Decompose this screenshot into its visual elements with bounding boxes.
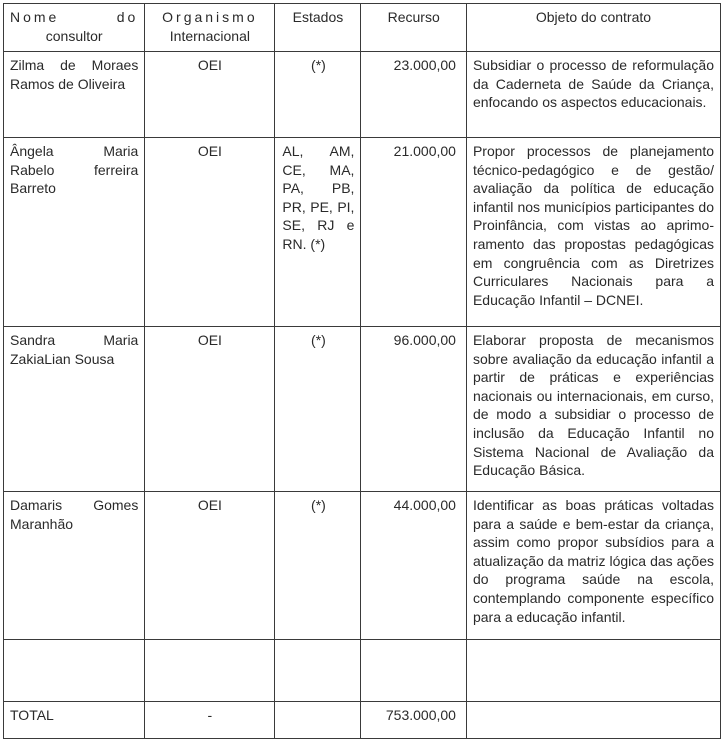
cell-organismo	[145, 640, 275, 702]
table-row	[4, 492, 721, 640]
contracts-table	[3, 3, 721, 739]
total-organismo: -	[145, 702, 275, 739]
cell-recurso: 44.000,00	[361, 492, 467, 640]
cell-organismo: OEI	[145, 327, 275, 492]
cell-objeto: Subsidiar o processo de reformulação da Caderneta de Saúde da Criança, enfocando os aspectos educacionais.	[466, 52, 720, 138]
cell-objeto: Elaborar proposta de mecanismos sobre avaliação da educação infantil a partir de práticas e experiências nacionais ou internacionais, em curso, de modo a subsidiar o processo de inclusão da Educação Infantil no Sistema Nacional de Avaliação da Educação Básica.	[466, 327, 720, 492]
table-row	[4, 52, 721, 138]
cell-objeto: Propor processos de planejamento técnico-pedagógico e de gestão/ avaliação da política de educação infantil nos municípios participantes do Proinfância, com vistas ao aprimoramento das propostas pedagógicas em congruência com as Diretrizes Curriculares Nacionais para a Educação Infantil – DCNEI.	[466, 138, 720, 327]
total-row	[4, 702, 721, 739]
header-organismo-line2: Internacional	[169, 27, 250, 44]
header-consultor	[4, 4, 145, 52]
cell-nome: Damaris Gomes Maranhão	[4, 492, 145, 640]
header-consultor-line2: consultor	[45, 27, 103, 44]
header-recurso: Recurso	[361, 4, 467, 52]
cell-nome: Sandra Maria ZakiaLian Sousa	[4, 327, 145, 492]
cell-estados	[275, 640, 361, 702]
cell-organismo: OEI	[145, 52, 275, 138]
total-estados	[275, 702, 361, 739]
cell-objeto	[466, 640, 720, 702]
total-recurso: 753.000,00	[361, 702, 467, 739]
cell-organismo: OEI	[145, 138, 275, 327]
total-label: TOTAL	[4, 702, 145, 739]
cell-estados: (*)	[275, 52, 361, 138]
header-consultor-line1: Nome do	[10, 9, 139, 25]
cell-recurso: 21.000,00	[361, 138, 467, 327]
header-organismo-line1: Organismo	[162, 9, 258, 25]
cell-nome: Zilma de Moraes Ramos de Oliveira	[4, 52, 145, 138]
header-row	[4, 4, 721, 52]
cell-objeto: Identificar as boas práticas voltadas para a saúde e bem-estar da criança, assim como propor subsídios para a atualização da matriz lógica das ações do programa saúde na escola, contemplando componente específico para a educação infantil.	[466, 492, 720, 640]
cell-estados: (*)	[275, 327, 361, 492]
header-organismo	[145, 4, 275, 52]
cell-recurso: 96.000,00	[361, 327, 467, 492]
cell-estados: AL, AM, CE, MA, PA, PB, PR, PE, PI, SE, RJ e RN. (*)	[275, 138, 361, 327]
cell-recurso	[361, 640, 467, 702]
total-objeto	[466, 702, 720, 739]
table-row-empty	[4, 640, 721, 702]
cell-nome	[4, 640, 145, 702]
cell-estados: (*)	[275, 492, 361, 640]
cell-organismo: OEI	[145, 492, 275, 640]
table-row	[4, 327, 721, 492]
cell-recurso: 23.000,00	[361, 52, 467, 138]
cell-nome: Ângela Maria Rabelo ferreira Barreto	[4, 138, 145, 327]
header-objeto: Objeto do contrato	[466, 4, 720, 52]
table-row	[4, 138, 721, 327]
header-estados: Estados	[275, 4, 361, 52]
